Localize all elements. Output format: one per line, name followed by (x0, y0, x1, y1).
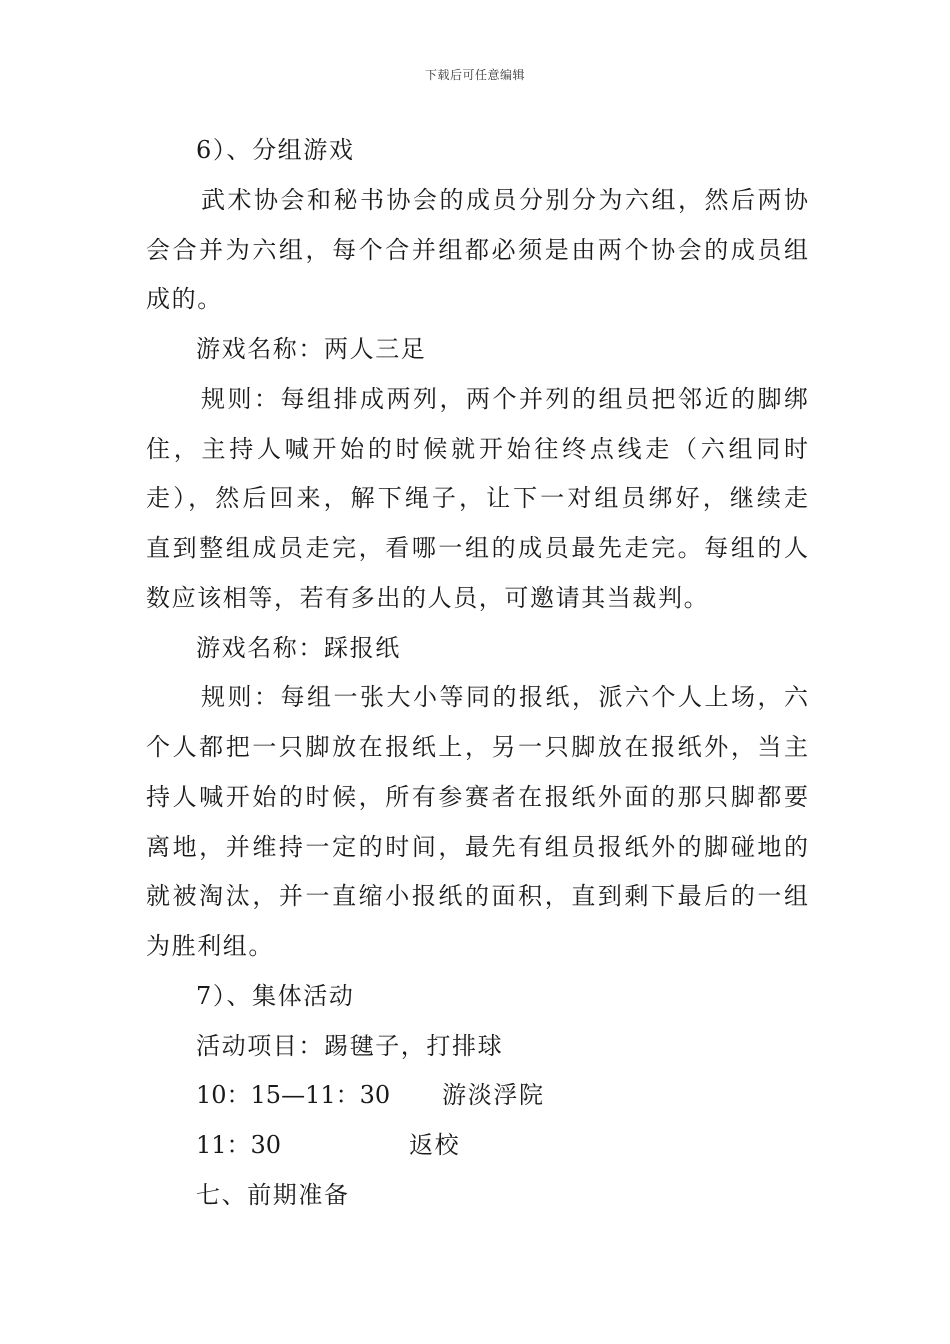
paragraph-line: 成的。 (146, 285, 223, 313)
schedule-event: 游淡浮院 (442, 1081, 545, 1109)
schedule-time: 10：15—11：30 (196, 1081, 391, 1109)
paragraph-line: 住，主持人喊开始的时候就开始往终点线走（六组同时 (146, 435, 808, 463)
section-heading: 七、前期准备 (196, 1181, 350, 1209)
paragraph-line: 走），然后回来，解下绳子，让下一对组员绑好，继续走 (146, 484, 808, 512)
paragraph-line: 数应该相等，若有多出的人员，可邀请其当裁判。 (146, 584, 710, 612)
paragraph-line: 为胜利组。 (146, 932, 274, 960)
schedule-event: 返校 (409, 1131, 461, 1159)
page-header-note: 下载后可任意编辑 (424, 68, 525, 82)
paragraph-line: 就被淘汰，并一直缩小报纸的面积，直到剩下最后的一组 (146, 882, 808, 910)
schedule-row (196, 1080, 545, 1110)
schedule-time: 11：30 (196, 1131, 282, 1159)
paragraph-line: 规则：每组一张大小等同的报纸，派六个人上场，六 (201, 683, 808, 711)
activity-items: 活动项目：踢毽子，打排球 (196, 1032, 504, 1060)
section-heading: 6）、分组游戏 (196, 136, 355, 164)
paragraph-line: 规则：每组排成两列，两个并列的组员把邻近的脚绑 (201, 385, 808, 413)
paragraph-line: 会合并为六组，每个合并组都必须是由两个协会的成员组 (146, 236, 808, 264)
paragraph-line: 个人都把一只脚放在报纸上，另一只脚放在报纸外，当主 (146, 733, 808, 761)
schedule-row (196, 1130, 460, 1160)
paragraph-line: 武术协会和秘书协会的成员分别分为六组，然后两协 (201, 186, 808, 214)
game-name: 游戏名称：两人三足 (196, 335, 427, 363)
section-heading: 7）、集体活动 (196, 982, 355, 1010)
paragraph-line: 直到整组成员走完，看哪一组的成员最先走完。每组的人 (146, 534, 808, 562)
paragraph-line: 离地，并维持一定的时间，最先有组员报纸外的脚碰地的 (146, 833, 808, 861)
paragraph-line: 持人喊开始的时候，所有参赛者在报纸外面的那只脚都要 (146, 783, 808, 811)
game-name: 游戏名称：踩报纸 (196, 634, 401, 662)
